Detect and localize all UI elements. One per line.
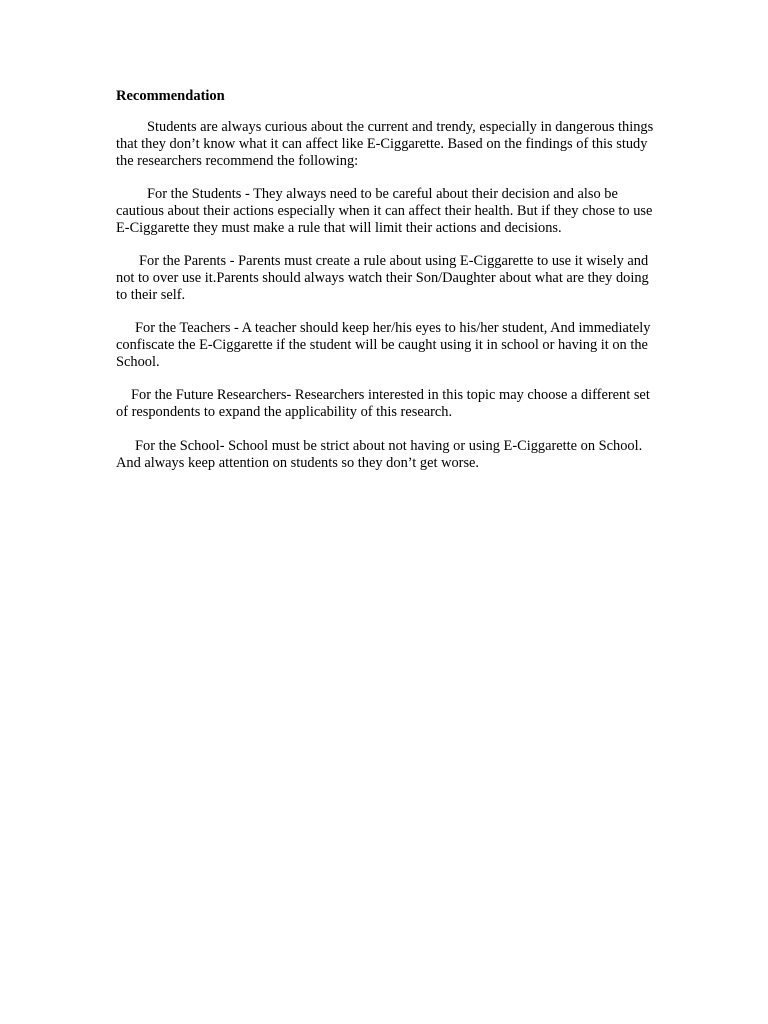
teachers-recommendation-paragraph: For the Teachers - A teacher should keep her/his eyes to his/her student, And immediately confiscate the E-Ciggarette if the student will be caught using it in school or having it on the School. <box>116 320 651 371</box>
school-recommendation-paragraph: For the School- School must be strict about not having or using E-Ciggarette on School. And always keep attention on students so they don’t get worse. <box>116 437 643 471</box>
intro-paragraph: Students are always curious about the current and trendy, especially in dangerous things that they don’t know what it can affect like E-Ciggarette. Based on the findings of this study the researchers recommend the following: <box>116 119 654 169</box>
section-heading: Recommendation <box>116 88 225 104</box>
document-body <box>116 86 656 488</box>
future-researchers-recommendation-paragraph: For the Future Researchers- Researchers interested in this topic may choose a different set of respondents to expand the applicability of this research. <box>116 387 650 421</box>
parents-recommendation-paragraph: For the Parents - Parents must create a rule about using E-Ciggarette to use it wisely and not to over use it.Parents should always watch their Son/Daughter about what are they doing to their self. <box>116 253 649 304</box>
students-recommendation-paragraph: For the Students - They always need to be careful about their decision and also be cautious about their actions especially when it can affect their health. But if they chose to use E-Ciggarette they must make a rule that will limit their actions and decisions. <box>116 186 653 236</box>
